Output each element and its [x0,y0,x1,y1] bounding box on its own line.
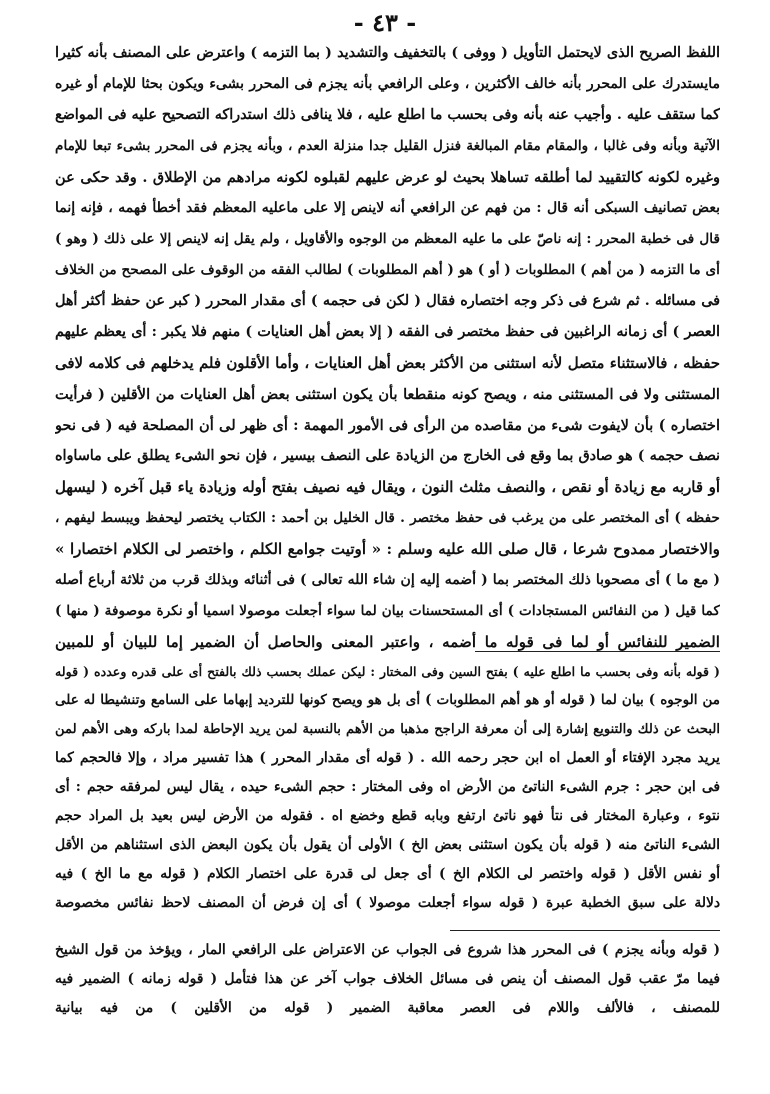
text-line: أى ما التزمه ( من أهم ) المطلوبات ( أو ) هو ( أهم المطلوبات ) لطالب الفقه من الوقوف على المصحح من الخلاف [55,262,720,278]
text-line: فى مسائله . ثم شرع فى ذكر وجه اختصاره فقال ( لكن فى حجمه ) أى مقدار المحرر ( كبر عن حفظ أكثر أهل [55,293,720,309]
text-line: الشىء الناتئ منه ( قوله بأن يكون استثنى بعض الخ ) الأولى أن يقول بأن يكون البعض الذى استثناهم من الأقل [55,837,720,853]
text-line: يريد مجرد الإفتاء أو العمل اه ابن حجر رحمه الله . ( قوله أى مقدار المحرر ) هذا تفسير مراد ، وإلا فالحجم كما [55,750,720,766]
text-line: فيما مرّ عقب قول المصنف أن ينص فى مسائل الخلاف جواب آخر عن هذا فتأمل ( قوله زمانه ) الضمير فيه [55,971,720,987]
commentary-block-1 [55,657,720,918]
text-line: نصف حجمه ) هو صادق بما وقع فى الخارج من الزيادة على النصف بيسير ، فإن نحو الشىء يطلق على ماساواه [55,448,720,464]
text-line: دلالة على سبق الخطبة عبرة ( قوله سواء أجعلت موصولا ) أى إن فرض أن المصنف لاحظ نفائس مخصوصة [55,895,720,911]
text-line: ( قوله بأنه وفى بحسب ما اطلع عليه ) بفتح السين وفى المختار : ليكن عملك بحسب ذلك بالفتح أى على قدره وعدده ( قوله [55,664,720,679]
page-number: - ٤٣ - [353,8,417,37]
text-line: كما قيل ( من النفائس المستجادات ) أى المستحسنات بيان لما سواء أجعلت موصولا اسميا أو نكرة موصوفة ( منها ) [55,603,720,619]
footnote-divider-2 [450,930,720,931]
text-line: كما ستقف عليه . وأجيب عنه بأنه وفى بحسب ما اطلع عليه ، فلا ينافى ذلك استدراكه التصحيح عليه فى المواضع [55,107,720,123]
text-line: الضمير للنفائس أو لما فى قوله ما أضمه ، واعتبر المعنى والحاصل أن الضمير إما للبيان أو للمبين [55,633,720,651]
text-line: اختصاره ) بأن لايفوت شىء من مقاصده من الرأى فى الأمور المهمة : أى ظهر لى أن المصلحة فيه ( فى نحو [55,417,720,434]
text-line: العصر ) أى زمانه الراغبين فى حفظ مختصر فى الفقه ( إلا بعض أهل العنايات ) منهم فلا يكبر : أى يعظم عليهم [55,324,720,340]
text-line: الآتية وبأنه وفى غالبا ، والمقام مقام المبالغة فنزل القليل جدا منزلة العدم ، وبأنه يجزم فى المحرر بشىء تبعا للإمام [55,138,720,154]
text-line: فى ابن حجر : جرم الشىء الناتئ من الأرض اه وفى المختار : حجم الشىء حيده ، يقال ليس لمرفقه حجم : أى [55,779,720,795]
text-line: للمصنف ، فالألف واللام فى العصر معاقبة الضمير ( قوله من الأقلين ) من فيه بيانية [55,1000,720,1016]
text-line: ( قوله وبأنه يجزم ) فى المحرر هذا شروع فى الجواب عن الاعتراض على الرافعي المار ، ويؤخذ من قول الشيخ [55,942,720,958]
text-line: حفظه ) أى المختصر على من يرغب فى حفظ مختصر . قال الخليل بن أحمد : الكتاب يختصر ليحفظ ويبسط ليفهم ، [55,510,720,526]
text-line: أو نفس الأقل ( قوله واختصر لى الكلام الخ ) أى جعل لى قدرة على اختصار الكلام ( قوله مع ما الخ ) فيه [55,866,720,882]
text-line: ( مع ما ) أى مصحوبا ذلك المختصر بما ( أضمه إليه إن شاء الله تعالى ) فى أثنائه وبذلك قرب من ثلاثة أرباع أصله [55,572,720,588]
text-line: والاختصار ممدوح شرعا ، قال صلى الله عليه وسلم : « أوتيت جوامع الكلم ، واختصر لى الكلام اختصارا » [55,540,720,558]
text-line: اللفظ الصريح الذى لايحتمل التأويل ( ووفى ) بالتخفيف والتشديد ( بما التزمه ) واعترض على المصنف بأنه كثيرا [55,45,720,61]
text-line: أو قاربه مع زيادة أو نقص ، والنصف مثلث النون ، ويقال فيه نصيف بفتح أوله وزيادة ياء قبل آخره ( ليسهل [55,478,720,496]
text-line: وغيره لكونه كالتقييد لما أطلقه تساهلا بحيث لو عرض عليهم لقبلوه لكونه مرادهم من الإطلاق . وقد حكى عن [55,169,720,186]
text-line: بعض تصانيف السبكى أنه قال : من فهم عن الرافعي أنه لاينص إلا على ماعليه المعظم فقد أخطأ فهمه ، فإنه إنما [55,200,720,216]
text-line: نتوء ، وعبارة المختار فى نتأ فهو ناتئ ارتفع وبابه قطع وخضع اه . فقوله من الأرض ليس بعيد بل المراد حجم [55,808,720,824]
text-line: المستثنى ولا فى المستثنى منه ، ويصح كونه منقطعا بأن يكون استثنى بعض أهل العنايات من الأقلين ( فرأيت [55,386,720,403]
commentary-block-2 [55,936,720,1023]
text-line: من الوجوه ) بيان لما ( قوله أو هو أهم المطلوبات ) أى بل هو ويصح كونها للترديد إبهاما على السامع وتنشيطا له على [55,692,720,708]
text-line: مايستدرك على المحرر بأنه خالف الأكثرين ، وعلى الرافعي بأنه يجزم فى المحرر بشىء ويكون بحثا للإمام أو غيره [55,76,720,92]
text-line: البحث عن ذلك والتنويع إشارة إلى أن معرفة الراجح مذهبا من الأهم بالنسبة لمن يريد الإحاطة لمدا باركه وهى الأهم لمن [55,722,720,737]
main-text [55,38,720,658]
footnote-divider-1 [475,651,720,652]
text-line: حفظه ، فالاستثناء متصل لأنه استثنى من الأكثر بعض أهل العنايات ، وأما الأقلون فلم يدخلهم فى كلامه لافى [55,354,720,372]
text-line: قال فى خطبة المحرر : إنه ناصّ على ما عليه المعظم من الوجوه والأقاويل ، ولم يقل إنه لاينص إلا على ذلك ( وهو ) [55,231,720,247]
